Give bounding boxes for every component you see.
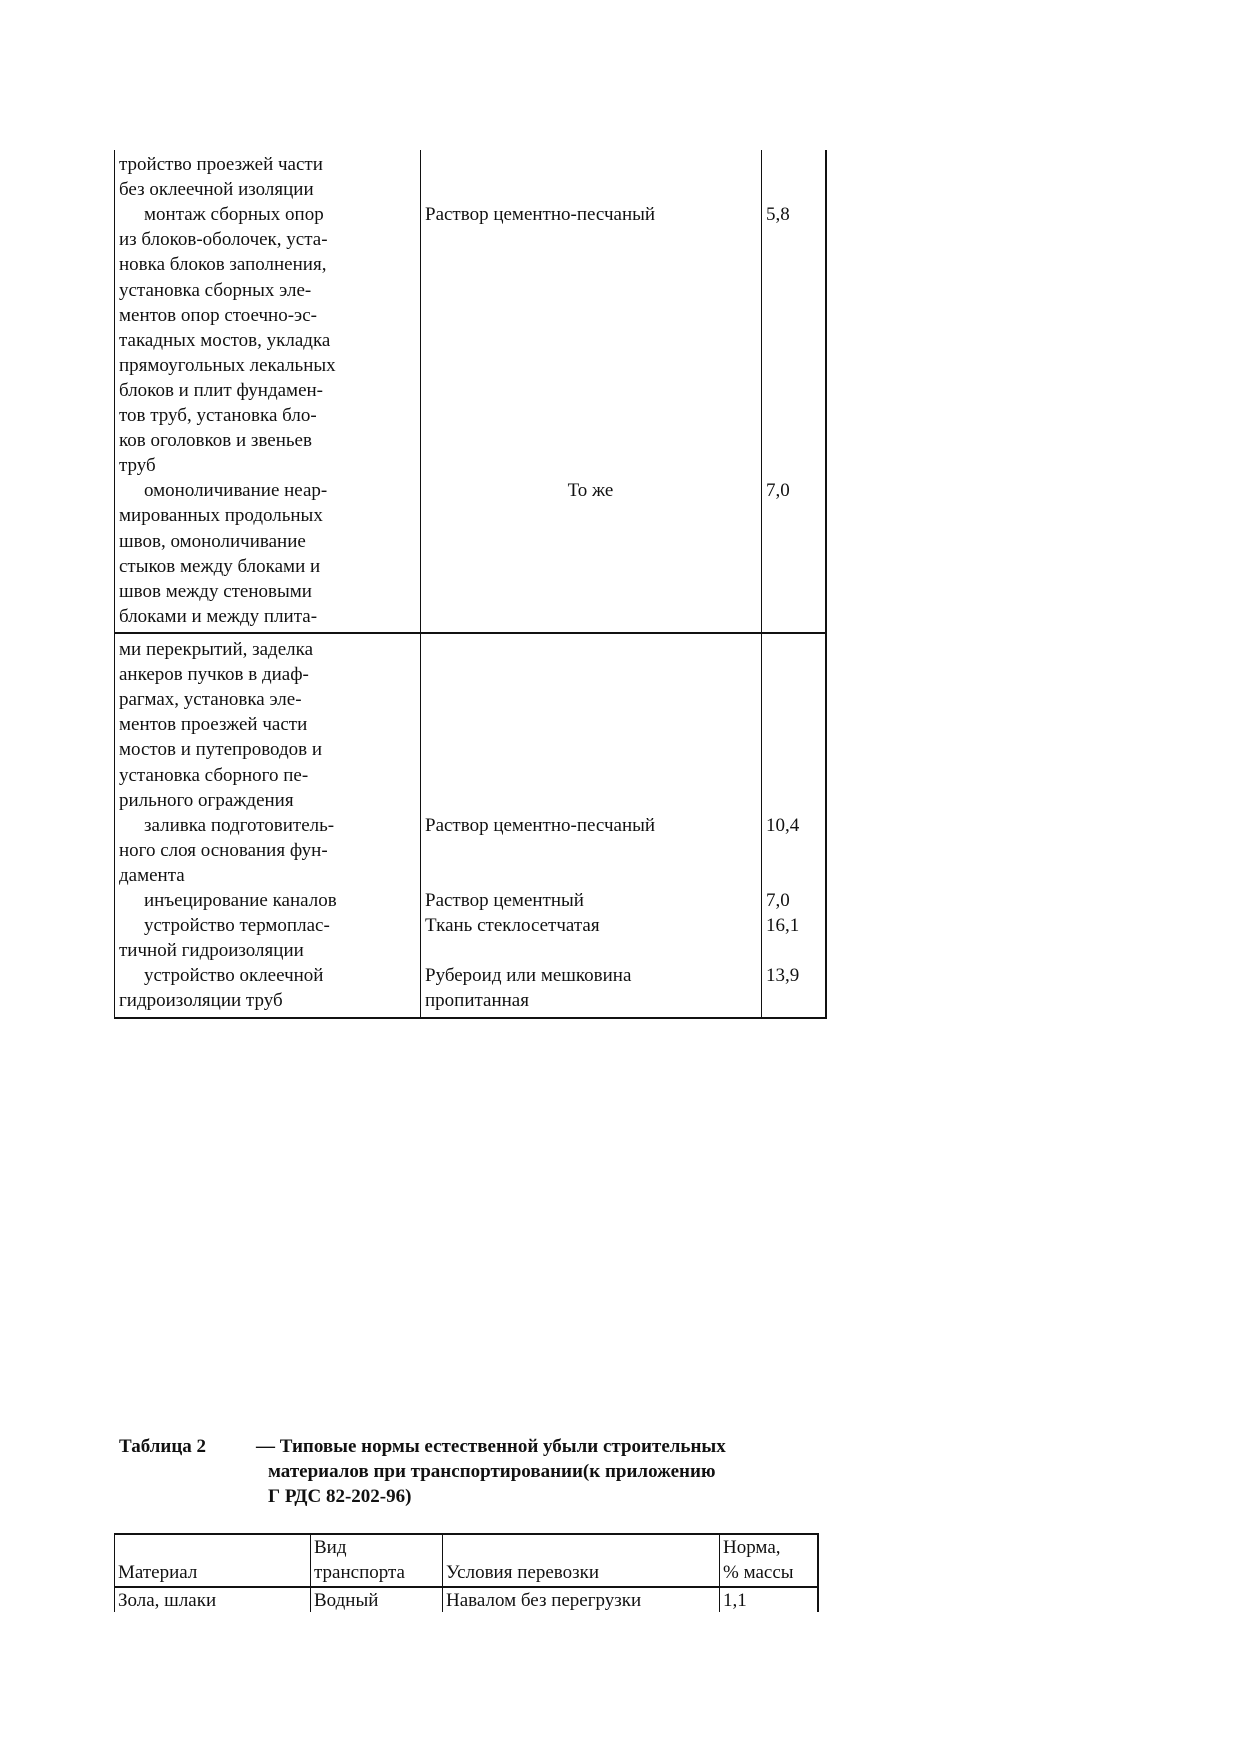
- table-column-border: [310, 1533, 311, 1612]
- table-row-border: [114, 632, 827, 634]
- table-2-title-line: материалов при транспортировании(к приложению: [268, 1461, 716, 1482]
- material-cell: То же: [567, 480, 614, 502]
- work-description-line: установка сборного пе-: [119, 764, 309, 786]
- header-norm-percent: % массы: [723, 1562, 794, 1583]
- work-description-line: блоков и плит фундамен-: [119, 379, 324, 401]
- work-description-line: ментов опор стоечно-эс-: [119, 304, 317, 326]
- work-description-line: ментов проезжей части: [119, 714, 308, 736]
- work-description-line: анкеров пучков в диаф-: [119, 664, 309, 686]
- table-top-border: [114, 1533, 819, 1535]
- work-description-line: швов, омоноличивание: [119, 530, 306, 552]
- norm-value-cell: 10,4: [766, 814, 800, 836]
- header-transport-conditions: Условия перевозки: [446, 1562, 599, 1583]
- header-material: Материал: [118, 1562, 198, 1583]
- work-description-line: труб: [119, 455, 156, 477]
- work-description-line: из блоков-оболочек, уста-: [119, 229, 328, 251]
- table-column-border: [114, 150, 115, 1017]
- norm-value-cell: 5,8: [766, 204, 790, 226]
- work-description-line: тичной гидроизоляции: [119, 940, 304, 962]
- material-cell: Раствор цементно-песчаный: [425, 814, 656, 836]
- work-description-line: омоноличивание неар-: [144, 480, 328, 502]
- work-description-line: заливка подготовитель-: [144, 814, 335, 836]
- table-column-border: [114, 1533, 115, 1612]
- material-cell: Раствор цементно-песчаный: [425, 204, 656, 226]
- work-description-line: без оклеечной изоляции: [119, 179, 314, 201]
- material-cell: пропитанная: [425, 990, 529, 1012]
- work-description-line: новка блоков заполнения,: [119, 254, 327, 276]
- norm-value-cell: 7,0: [766, 480, 790, 502]
- work-description-line: прямоугольных лекальных: [119, 354, 336, 376]
- header-transport-type: транспорта: [314, 1562, 405, 1583]
- cell-norm-percent: 1,1: [723, 1590, 747, 1611]
- norm-value-cell: 13,9: [766, 965, 800, 987]
- work-description-line: блоками и между плита-: [119, 605, 318, 627]
- cell-transport-type: Водный: [314, 1590, 379, 1611]
- material-cell: Раствор цементный: [425, 890, 584, 911]
- work-description-line: такадных мостов, укладка: [119, 329, 331, 351]
- table-column-border: [442, 1533, 443, 1612]
- work-description-line: швов между стеновыми: [119, 580, 312, 602]
- table-2-title-line: Г РДС 82-202-96): [268, 1486, 412, 1507]
- work-description-line: стыков между блоками и: [119, 555, 321, 577]
- work-description-line: устройство термоплас-: [144, 915, 330, 937]
- work-description-line: мостов и путепроводов и: [119, 739, 323, 761]
- table-2-label: Таблица 2: [119, 1436, 207, 1457]
- work-description-line: монтаж сборных опор: [144, 204, 324, 226]
- work-description-line: тройство проезжей части: [119, 154, 323, 175]
- header-norm-percent: Норма,: [723, 1537, 781, 1558]
- table-column-border: [719, 1533, 720, 1612]
- material-cell: Рубероид или мешковина: [425, 965, 632, 987]
- cell-transport-conditions: Навалом без перегрузки: [446, 1590, 642, 1611]
- work-description-line: гидроизоляции труб: [119, 990, 283, 1012]
- material-cell: Ткань стеклосетчатая: [425, 915, 600, 937]
- work-description-line: ков оголовков и звеньев: [119, 430, 312, 452]
- header-transport-type: Вид: [314, 1537, 347, 1558]
- work-description-line: тов труб, установка бло-: [119, 405, 317, 426]
- work-description-line: рильного ограждения: [119, 789, 294, 811]
- work-description-line: дамента: [119, 864, 185, 886]
- work-description-line: ного слоя основания фун-: [119, 839, 328, 861]
- norm-value-cell: 16,1: [766, 915, 800, 937]
- table-bottom-border: [114, 1017, 827, 1019]
- table-column-border: [761, 150, 762, 1017]
- work-description-line: мированных продольных: [119, 505, 323, 527]
- work-description-line: ми перекрытий, заделка: [119, 639, 314, 660]
- table-column-border: [825, 150, 827, 1017]
- norm-value-cell: 7,0: [766, 890, 790, 911]
- work-description-line: рагмах, установка эле-: [119, 689, 302, 711]
- work-description-line: установка сборных эле-: [119, 279, 312, 301]
- work-description-line: инъецирование каналов: [144, 890, 337, 911]
- work-description-line: устройство оклеечной: [144, 965, 324, 987]
- table-column-border: [817, 1533, 819, 1612]
- table-2-title-line: — Типовые нормы естественной убыли строительных: [256, 1436, 726, 1457]
- table-column-border: [420, 150, 421, 1017]
- cell-material: Зола, шлаки: [118, 1590, 217, 1611]
